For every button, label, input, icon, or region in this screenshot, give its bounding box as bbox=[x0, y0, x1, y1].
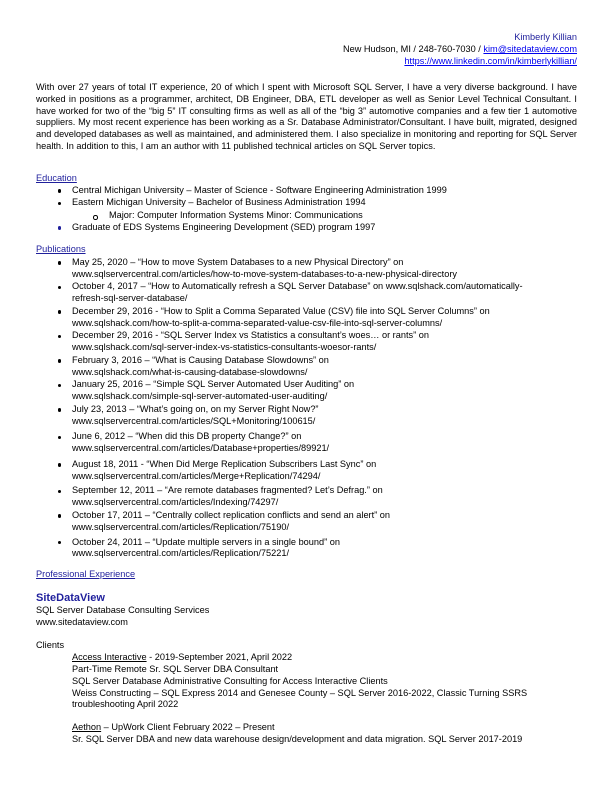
client-detail: Sr. SQL Server DBA and new data warehouse design/development and data migration. SQL Server 2017-2019 bbox=[72, 733, 523, 744]
publications-heading: Publications bbox=[36, 244, 86, 254]
experience-heading: Professional Experience bbox=[36, 569, 136, 579]
publication-item bbox=[36, 306, 577, 330]
publication-url: www.sqlshack.com/how-to-split-a-comma-separated-value-csv-file-into-sql-server-columns/ bbox=[72, 317, 443, 328]
client-detail: SQL Server Database Administrative Consulting for Access Interactive Clients bbox=[72, 675, 388, 686]
publication-title: September 12, 2011 – “Are remote databases fragmented? Let’s Defrag.” on bbox=[72, 485, 383, 496]
publication-item bbox=[36, 537, 577, 561]
publication-item bbox=[36, 330, 577, 354]
publication-item bbox=[36, 355, 577, 379]
publication-url: www.sqlservercentral.com/articles/SQL+Monitoring/100615/ bbox=[72, 415, 316, 426]
publication-item bbox=[36, 459, 577, 483]
clients-label: Clients bbox=[36, 640, 65, 651]
publication-title: June 6, 2012 – “When did this DB property Change?” on bbox=[72, 431, 302, 442]
publications-section bbox=[36, 244, 577, 561]
education-sub-item: Major: Computer Information Systems Minor: Communications bbox=[36, 210, 577, 222]
publication-url: www.sqlshack.com/simple-sql-server-automated-user-auditing/ bbox=[72, 391, 328, 402]
summary-paragraph: With over 27 years of total IT experience, 20 of which I spent with Microsoft SQL Server, I have a very diverse background. I have worked in positions as a programmer, architect, DB Engineer, DBA, ETL developer as well as Senior Level Technical Consultant. I have worked for two of the “big 5” IT consulting firms as well as all of the “big 3” automotive companies and a few tier 1 automotive suppliers. My most recent experience has been working as a Sr. Database Administrator/Consultant. I have built, migrated, designed and developed databases as well as maintained, and administered them. I also specialize in monitoring and reporting for SQL Server health. In addition to this, I am an author with 11 published technical articles on SQL Server topics. bbox=[36, 82, 577, 151]
client-name: Aethon bbox=[72, 722, 102, 733]
email-link[interactable]: kim@sitedataview.com bbox=[483, 43, 577, 54]
company-description: SQL Server Database Consulting Services bbox=[36, 604, 210, 615]
publication-title: January 25, 2016 – “Simple SQL Server Automated User Auditing” on bbox=[72, 379, 355, 390]
publication-url: refresh-sql-server-database/ bbox=[72, 293, 188, 304]
contact-header bbox=[343, 32, 577, 67]
publication-url: www.sqlservercentral.com/articles/how-to-move-system-databases-to-a-new-physical-directory bbox=[72, 268, 457, 279]
client-dates: - 2019-September 2021, April 2022 bbox=[146, 652, 293, 663]
contact-line bbox=[343, 44, 577, 56]
location-phone: New Hudson, MI / 248-760-7030 / bbox=[342, 43, 484, 54]
client-entry bbox=[36, 722, 577, 746]
publication-title: December 29, 2016 - “How to Split a Comma Separated Value (CSV) file into SQL Server Columns” on bbox=[72, 305, 490, 316]
client-detail: Weiss Constructing – SQL Express 2014 and Genesee County – SQL Server 2016-2022, Classic Turning SSRS troubleshooting April 2022 bbox=[72, 687, 528, 710]
publication-item bbox=[36, 485, 577, 509]
publication-title: May 25, 2020 – “How to move System Databases to a new Physical Directory” on bbox=[72, 256, 404, 267]
publication-url: www.sqlservercentral.com/articles/Replication/75190/ bbox=[72, 521, 290, 532]
publication-item bbox=[36, 431, 577, 455]
education-item: Eastern Michigan University – Bachelor of Business Administration 1994 bbox=[36, 197, 577, 209]
publication-url: www.sqlservercentral.com/articles/Replication/75221/ bbox=[72, 548, 290, 559]
education-item: Graduate of EDS Systems Engineering Development (SED) program 1997 bbox=[36, 222, 577, 234]
publication-item bbox=[36, 404, 577, 428]
publication-title: October 4, 2017 – “How to Automatically refresh a SQL Server Database” on www.sqlshack.com/automatically- bbox=[72, 281, 523, 292]
candidate-name: Kimberly Killian bbox=[514, 32, 577, 42]
publication-title: July 23, 2013 – “What’s going on, on my Server Right Now?” bbox=[72, 403, 319, 414]
publication-title: October 17, 2011 – “Centrally collect replication conflicts and send an alert” on bbox=[72, 509, 390, 520]
client-dates: – UpWork Client February 2022 – Present bbox=[101, 722, 275, 733]
company-name: SiteDataView bbox=[36, 591, 105, 604]
publication-item bbox=[36, 281, 577, 305]
publication-title: December 29, 2016 - “SQL Server Index vs Statistics a consultant’s woes… or rants” on bbox=[72, 330, 429, 341]
publication-url: www.sqlservercentral.com/articles/Database+properties/89921/ bbox=[72, 443, 330, 454]
publication-item bbox=[36, 510, 577, 534]
publication-title: February 3, 2016 – “What is Causing Database Slowdowns” on bbox=[72, 354, 329, 365]
publication-title: August 18, 2011 - “When Did Merge Replication Subscribers Last Sync” on bbox=[72, 458, 377, 469]
client-detail: Part-Time Remote Sr. SQL Server DBA Consultant bbox=[72, 663, 279, 674]
publication-url: www.sqlshack.com/sql-server-index-vs-statistics-consultants-woesor-rants/ bbox=[72, 342, 377, 353]
publication-title: October 24, 2011 – “Update multiple servers in a single bound” on bbox=[72, 536, 340, 547]
education-section bbox=[36, 173, 577, 235]
client-name: Access Interactive bbox=[72, 652, 147, 663]
publication-item bbox=[36, 257, 577, 281]
education-heading: Education bbox=[36, 173, 77, 183]
client-entry bbox=[36, 652, 577, 711]
education-item: Central Michigan University – Master of Science - Software Engineering Administration 1999 bbox=[36, 185, 577, 197]
publication-item bbox=[36, 379, 577, 403]
company-url: www.sitedataview.com bbox=[36, 616, 128, 627]
linkedin-link[interactable]: https://www.linkedin.com/in/kimberlykillian/ bbox=[404, 55, 577, 66]
publication-url: www.sqlshack.com/what-is-causing-database-slowdowns/ bbox=[72, 366, 308, 377]
publication-url: www.sqlservercentral.com/articles/Indexing/74297/ bbox=[72, 497, 279, 508]
experience-section bbox=[36, 569, 577, 746]
publication-url: www.sqlservercentral.com/articles/Merge+Replication/74294/ bbox=[72, 470, 321, 481]
